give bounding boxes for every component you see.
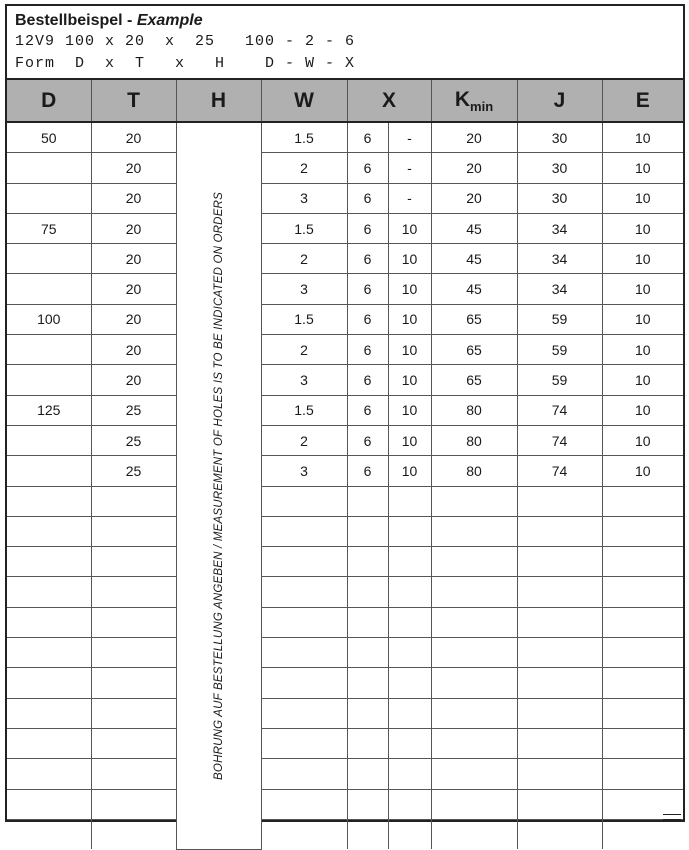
cell-d: 100	[7, 304, 91, 334]
table-row	[7, 213, 683, 243]
cell-j: 59	[517, 304, 602, 334]
cell-e	[602, 698, 683, 728]
cell-d	[7, 274, 91, 304]
cell-k: 20	[431, 122, 517, 153]
cell-w: 2	[261, 244, 347, 274]
cell-t	[91, 577, 176, 607]
cell-k: 45	[431, 213, 517, 243]
cell-w: 1.5	[261, 122, 347, 153]
cell-t	[91, 547, 176, 577]
cell-e: 10	[602, 335, 683, 365]
cell-t: 20	[91, 274, 176, 304]
cell-d	[7, 759, 91, 789]
table-row	[7, 698, 683, 728]
cell-e: 10	[602, 304, 683, 334]
cell-x2	[388, 486, 431, 516]
cell-x2: 10	[388, 456, 431, 486]
cell-j	[517, 698, 602, 728]
cell-x1: 6	[347, 395, 388, 425]
cell-x1: 6	[347, 183, 388, 213]
cell-t: 25	[91, 456, 176, 486]
header-x: X	[347, 80, 431, 122]
cell-t	[91, 789, 176, 819]
h-column-note-cell	[176, 122, 261, 849]
cell-j	[517, 759, 602, 789]
cell-t	[91, 516, 176, 546]
cell-j	[517, 607, 602, 637]
cell-w: 3	[261, 456, 347, 486]
cell-d	[7, 728, 91, 758]
cell-w: 2	[261, 335, 347, 365]
cell-w	[261, 728, 347, 758]
example-form-line: Form D x T x H D - W - X	[15, 55, 356, 72]
cell-t	[91, 668, 176, 698]
cell-e: 10	[602, 274, 683, 304]
cell-x1	[347, 607, 388, 637]
cell-j: 30	[517, 122, 602, 153]
cell-k	[431, 759, 517, 789]
cell-k	[431, 698, 517, 728]
table-row	[7, 728, 683, 758]
cell-x1: 6	[347, 122, 388, 153]
cell-k	[431, 486, 517, 516]
cell-x2	[388, 547, 431, 577]
cell-e	[602, 486, 683, 516]
table-row	[7, 304, 683, 334]
cell-t	[91, 486, 176, 516]
cell-j: 74	[517, 395, 602, 425]
cell-t: 20	[91, 335, 176, 365]
cell-e	[602, 728, 683, 758]
cell-j	[517, 728, 602, 758]
h-column-note: BOHRUNG AUF BESTELLUNG ANGEBEN / MEASUREMENT OF HOLES IS TO BE INDICATED ON ORDERS	[212, 191, 225, 780]
cell-j: 34	[517, 213, 602, 243]
cell-j: 74	[517, 425, 602, 455]
cell-x1: 6	[347, 244, 388, 274]
cell-e: 10	[602, 153, 683, 183]
cell-d	[7, 638, 91, 668]
cell-e	[602, 638, 683, 668]
cell-j: 34	[517, 274, 602, 304]
header-k-text: K	[454, 87, 471, 111]
cell-x2	[388, 819, 431, 849]
cell-x1	[347, 819, 388, 849]
cell-k	[431, 638, 517, 668]
cell-d	[7, 547, 91, 577]
cell-x2	[388, 516, 431, 546]
cell-x1: 6	[347, 213, 388, 243]
cell-x1	[347, 668, 388, 698]
table-row	[7, 819, 683, 849]
header-t: T	[91, 80, 176, 122]
cell-t: 20	[91, 183, 176, 213]
cell-e	[602, 607, 683, 637]
cell-j	[517, 668, 602, 698]
cell-w	[261, 607, 347, 637]
cell-d	[7, 819, 91, 849]
cell-x2	[388, 668, 431, 698]
cell-k: 65	[431, 335, 517, 365]
example-code-line: 12V9 100 x 20 x 25 100 - 2 - 6	[15, 33, 356, 50]
cell-x1	[347, 789, 388, 819]
cell-x1	[347, 728, 388, 758]
cell-d	[7, 425, 91, 455]
table-row	[7, 153, 683, 183]
cell-e	[602, 547, 683, 577]
cell-w: 1.5	[261, 395, 347, 425]
table-row	[7, 335, 683, 365]
cell-d	[7, 153, 91, 183]
cell-d	[7, 698, 91, 728]
cell-d: 50	[7, 122, 91, 153]
table-row	[7, 547, 683, 577]
table-row	[7, 183, 683, 213]
cell-d	[7, 516, 91, 546]
cell-w: 2	[261, 153, 347, 183]
cell-x1: 6	[347, 425, 388, 455]
cell-w	[261, 486, 347, 516]
cell-d	[7, 789, 91, 819]
cell-j	[517, 516, 602, 546]
cell-t	[91, 728, 176, 758]
table-row	[7, 365, 683, 395]
cell-x1: 6	[347, 335, 388, 365]
cell-k: 20	[431, 153, 517, 183]
cell-k: 80	[431, 425, 517, 455]
cell-k: 80	[431, 395, 517, 425]
cell-t: 20	[91, 153, 176, 183]
cell-t: 20	[91, 304, 176, 334]
header-e: E	[602, 80, 683, 122]
cell-e	[602, 516, 683, 546]
cell-t: 25	[91, 395, 176, 425]
cell-x2: 10	[388, 335, 431, 365]
header-w: W	[261, 80, 347, 122]
cell-e: 10	[602, 244, 683, 274]
cell-d	[7, 244, 91, 274]
cell-x2	[388, 759, 431, 789]
table-row	[7, 789, 683, 819]
cell-x2	[388, 607, 431, 637]
cell-e	[602, 759, 683, 789]
cell-j	[517, 638, 602, 668]
cell-e: 10	[602, 183, 683, 213]
cell-x2: -	[388, 153, 431, 183]
cell-e: 10	[602, 213, 683, 243]
cell-e: 10	[602, 425, 683, 455]
cell-j	[517, 577, 602, 607]
cell-x2: 10	[388, 213, 431, 243]
cell-t	[91, 638, 176, 668]
cell-w	[261, 698, 347, 728]
cell-x1	[347, 547, 388, 577]
cell-x2: 10	[388, 274, 431, 304]
cell-j: 30	[517, 153, 602, 183]
cell-w: 1.5	[261, 304, 347, 334]
cell-x1	[347, 638, 388, 668]
example-title-text: Bestellbeispel -	[15, 12, 137, 29]
cell-d	[7, 668, 91, 698]
cell-x2: 10	[388, 425, 431, 455]
table-row	[7, 395, 683, 425]
cell-x1	[347, 516, 388, 546]
cell-x2	[388, 577, 431, 607]
corner-mark	[663, 814, 681, 820]
cell-j	[517, 819, 602, 849]
cell-k	[431, 819, 517, 849]
cell-k	[431, 789, 517, 819]
cell-x1	[347, 698, 388, 728]
cell-x1	[347, 577, 388, 607]
cell-x1	[347, 759, 388, 789]
cell-w	[261, 547, 347, 577]
table-row	[7, 456, 683, 486]
cell-w	[261, 668, 347, 698]
header-d: D	[7, 80, 91, 122]
cell-x1: 6	[347, 153, 388, 183]
cell-e	[602, 819, 683, 849]
cell-t: 20	[91, 213, 176, 243]
cell-x2: 10	[388, 304, 431, 334]
cell-j: 74	[517, 456, 602, 486]
cell-w: 3	[261, 183, 347, 213]
cell-j	[517, 486, 602, 516]
cell-t	[91, 607, 176, 637]
cell-k: 45	[431, 244, 517, 274]
cell-e: 10	[602, 456, 683, 486]
cell-e	[602, 668, 683, 698]
table-row	[7, 274, 683, 304]
table-row	[7, 668, 683, 698]
cell-k	[431, 668, 517, 698]
cell-k: 20	[431, 183, 517, 213]
cell-e	[602, 577, 683, 607]
cell-k	[431, 607, 517, 637]
table-body	[7, 122, 683, 849]
cell-j: 34	[517, 244, 602, 274]
table-row	[7, 607, 683, 637]
cell-w	[261, 789, 347, 819]
cell-d	[7, 607, 91, 637]
cell-k: 65	[431, 304, 517, 334]
cell-w: 3	[261, 274, 347, 304]
cell-d	[7, 335, 91, 365]
cell-x2: 10	[388, 395, 431, 425]
table-row	[7, 638, 683, 668]
table-row	[7, 759, 683, 789]
cell-x2: -	[388, 122, 431, 153]
cell-j	[517, 547, 602, 577]
cell-k: 80	[431, 456, 517, 486]
cell-x1	[347, 486, 388, 516]
cell-d: 125	[7, 395, 91, 425]
table-row	[7, 577, 683, 607]
dimension-table	[7, 80, 683, 850]
cell-e: 10	[602, 122, 683, 153]
cell-j: 59	[517, 335, 602, 365]
cell-x2	[388, 698, 431, 728]
cell-x1: 6	[347, 456, 388, 486]
cell-x2: -	[388, 183, 431, 213]
cell-x1: 6	[347, 365, 388, 395]
cell-d	[7, 456, 91, 486]
cell-t	[91, 819, 176, 849]
example-title	[15, 11, 683, 31]
order-example	[7, 6, 683, 80]
cell-j	[517, 789, 602, 819]
cell-k	[431, 516, 517, 546]
cell-w: 1.5	[261, 213, 347, 243]
cell-x1: 6	[347, 304, 388, 334]
cell-d	[7, 577, 91, 607]
cell-k: 65	[431, 365, 517, 395]
cell-x2: 10	[388, 244, 431, 274]
cell-w: 2	[261, 425, 347, 455]
cell-j: 59	[517, 365, 602, 395]
table-row	[7, 516, 683, 546]
header-k	[431, 80, 517, 122]
cell-t	[91, 759, 176, 789]
example-title-italic: Example	[136, 12, 203, 29]
cell-w	[261, 577, 347, 607]
cell-w	[261, 759, 347, 789]
cell-t: 20	[91, 244, 176, 274]
cell-d	[7, 486, 91, 516]
cell-w	[261, 516, 347, 546]
cell-t: 20	[91, 122, 176, 153]
cell-x2	[388, 728, 431, 758]
cell-k	[431, 728, 517, 758]
cell-d: 75	[7, 213, 91, 243]
cell-t	[91, 698, 176, 728]
header-j: J	[517, 80, 602, 122]
cell-t: 20	[91, 365, 176, 395]
cell-w	[261, 638, 347, 668]
cell-e: 10	[602, 395, 683, 425]
table-row	[7, 122, 683, 153]
cell-t: 25	[91, 425, 176, 455]
cell-e: 10	[602, 365, 683, 395]
cell-k	[431, 547, 517, 577]
cell-w	[261, 819, 347, 849]
cell-x2	[388, 638, 431, 668]
cell-k: 45	[431, 274, 517, 304]
table-row	[7, 486, 683, 516]
cell-d	[7, 183, 91, 213]
cell-x2: 10	[388, 365, 431, 395]
header-h: H	[176, 80, 261, 122]
cell-k	[431, 577, 517, 607]
table-row	[7, 244, 683, 274]
cell-x2	[388, 789, 431, 819]
header-row	[7, 80, 683, 122]
table-row	[7, 425, 683, 455]
cell-w: 3	[261, 365, 347, 395]
header-k-sub: min	[470, 98, 494, 114]
cell-x1: 6	[347, 274, 388, 304]
cell-j: 30	[517, 183, 602, 213]
spec-sheet	[5, 4, 685, 822]
cell-d	[7, 365, 91, 395]
